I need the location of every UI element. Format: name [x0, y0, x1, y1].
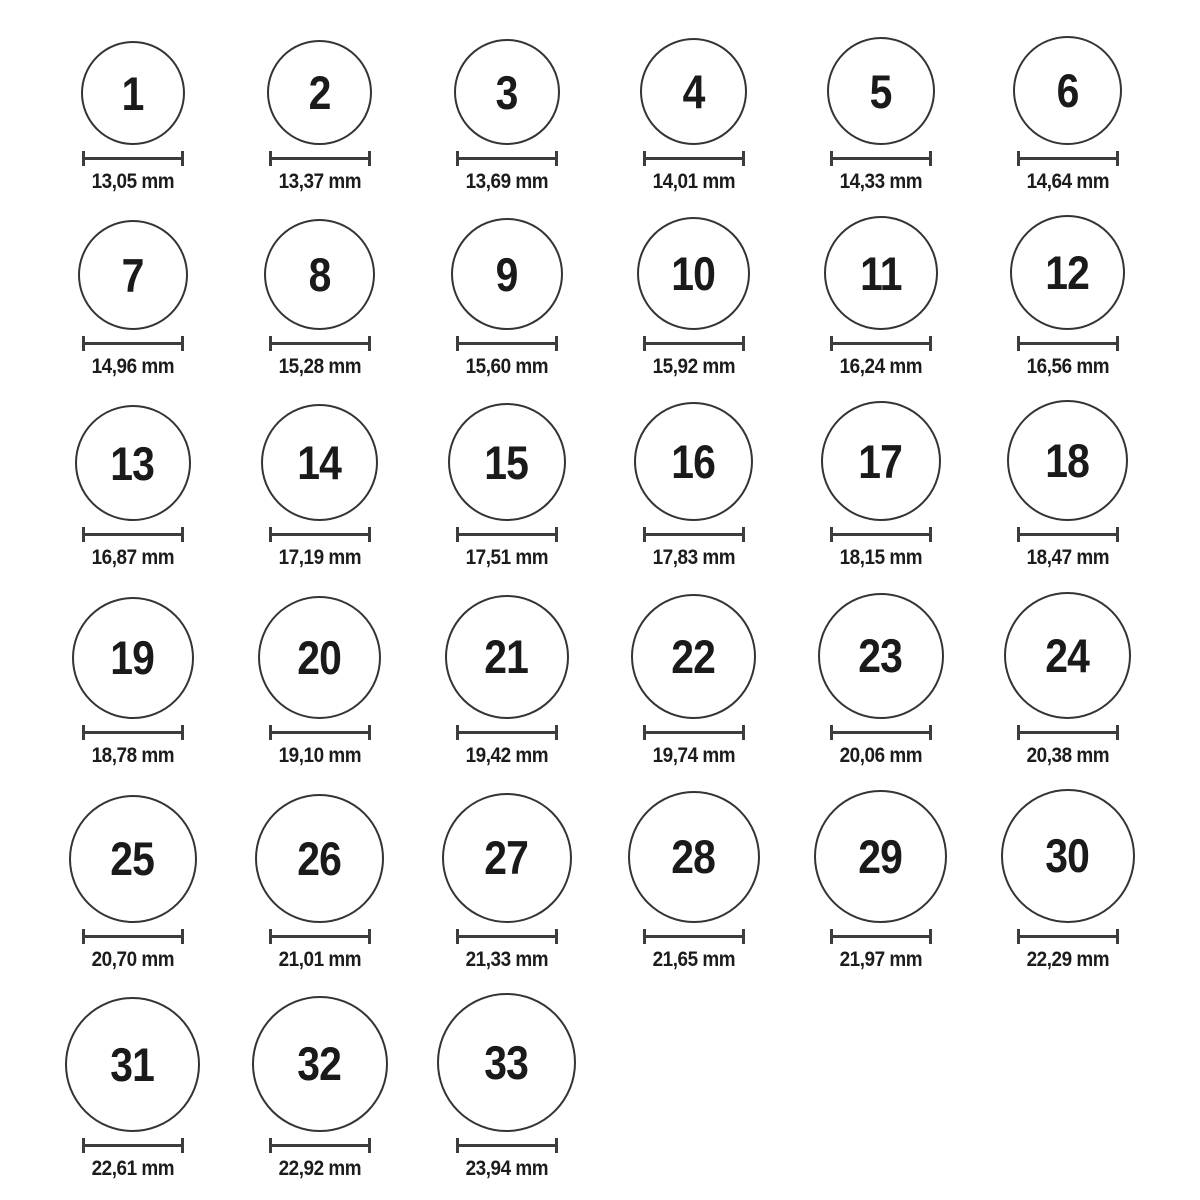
- ring-size-number: 28: [671, 830, 716, 884]
- measure-tick-right: [181, 527, 184, 542]
- ring-circle: [75, 405, 191, 521]
- ring-size-number: 24: [1045, 628, 1090, 682]
- ring-size-cell: [600, 217, 787, 379]
- ring-size-number: 31: [110, 1037, 155, 1091]
- measure-bar: [1020, 731, 1116, 734]
- ring-size-number: 18: [1045, 434, 1090, 488]
- diameter-label: 14,96 mm: [91, 355, 174, 379]
- ring-size-cell: [226, 596, 413, 768]
- ring-size-number: 7: [121, 248, 144, 302]
- diameter-label: 15,92 mm: [652, 355, 735, 379]
- diameter-label: 20,38 mm: [1026, 743, 1109, 767]
- measure-tick-right: [555, 725, 558, 740]
- diameter-label: 20,06 mm: [839, 743, 922, 767]
- measure-bar: [646, 731, 742, 734]
- ring-size-number: 32: [297, 1037, 342, 1091]
- measure-bar: [85, 342, 181, 345]
- measure-bar: [85, 935, 181, 938]
- ring-size-number: 29: [858, 829, 903, 883]
- diameter-label: 18,15 mm: [839, 546, 922, 570]
- ring-size-number: 4: [682, 65, 705, 118]
- measure-bar: [85, 731, 181, 734]
- ring-circle: [258, 596, 381, 719]
- diameter-measure-line: [643, 725, 745, 740]
- ring-size-row: [39, 789, 1161, 972]
- ring-size-cell: [974, 215, 1161, 379]
- diameter-measure-line: [830, 527, 932, 542]
- diameter-measure-line: [456, 929, 558, 944]
- ring-circle: [1001, 789, 1135, 923]
- diameter-measure-line: [456, 151, 558, 166]
- diameter-measure-line: [82, 151, 184, 166]
- ring-circle: [78, 220, 188, 330]
- measure-bar: [833, 157, 929, 160]
- diameter-label: 19,10 mm: [278, 743, 361, 767]
- ring-circle: [824, 216, 938, 330]
- ring-circle: [267, 40, 372, 145]
- diameter-label: 16,56 mm: [1026, 355, 1109, 379]
- measure-bar: [833, 342, 929, 345]
- diameter-label: 21,97 mm: [839, 947, 922, 971]
- measure-bar: [272, 157, 368, 160]
- diameter-measure-line: [643, 527, 745, 542]
- ring-size-number: 13: [110, 436, 155, 490]
- measure-bar: [459, 342, 555, 345]
- diameter-label: 22,61 mm: [91, 1156, 174, 1180]
- ring-size-number: 19: [110, 631, 155, 685]
- ring-size-row: [39, 36, 1161, 194]
- ring-size-cell: [226, 40, 413, 194]
- measure-bar: [459, 157, 555, 160]
- measure-tick-right: [1116, 151, 1119, 166]
- diameter-label: 15,28 mm: [278, 355, 361, 379]
- ring-size-cell: [600, 402, 787, 570]
- diameter-measure-line: [830, 336, 932, 351]
- diameter-label: 18,78 mm: [91, 743, 174, 767]
- ring-size-number: 9: [495, 247, 518, 301]
- measure-tick-right: [368, 151, 371, 166]
- ring-size-cell: [39, 795, 226, 972]
- measure-bar: [1020, 533, 1116, 536]
- measure-bar: [272, 935, 368, 938]
- measure-bar: [1020, 157, 1116, 160]
- measure-tick-right: [929, 527, 932, 542]
- ring-size-cell: [600, 38, 787, 194]
- ring-size-row: [39, 215, 1161, 379]
- ring-size-cell: [413, 218, 600, 379]
- ring-size-cell: [39, 220, 226, 379]
- ring-circle: [69, 795, 197, 923]
- diameter-label: 13,37 mm: [278, 170, 361, 193]
- diameter-measure-line: [269, 725, 371, 740]
- measure-tick-right: [368, 336, 371, 351]
- diameter-label: 22,92 mm: [278, 1156, 361, 1180]
- diameter-measure-line: [456, 1138, 558, 1153]
- measure-bar: [646, 157, 742, 160]
- ring-size-number: 15: [484, 435, 529, 489]
- ring-circle: [81, 41, 185, 145]
- measure-bar: [85, 157, 181, 160]
- ring-circle: [1013, 36, 1122, 145]
- measure-tick-right: [929, 336, 932, 351]
- diameter-measure-line: [82, 725, 184, 740]
- diameter-measure-line: [1017, 725, 1119, 740]
- ring-circle: [814, 790, 947, 923]
- measure-bar: [646, 533, 742, 536]
- ring-size-cell: [787, 216, 974, 379]
- diameter-measure-line: [456, 336, 558, 351]
- diameter-label: 16,24 mm: [839, 355, 922, 379]
- diameter-label: 14,01 mm: [652, 170, 735, 193]
- ring-circle: [628, 791, 760, 923]
- ring-size-cell: [413, 595, 600, 768]
- measure-tick-right: [555, 151, 558, 166]
- diameter-label: 21,01 mm: [278, 947, 361, 971]
- measure-bar: [459, 1144, 555, 1147]
- ring-size-cell: [787, 37, 974, 194]
- measure-bar: [833, 731, 929, 734]
- ring-size-cell: [974, 36, 1161, 194]
- ring-circle: [445, 595, 569, 719]
- ring-size-cell: [226, 794, 413, 972]
- measure-tick-right: [742, 151, 745, 166]
- measure-tick-right: [368, 929, 371, 944]
- ring-size-cell: [413, 39, 600, 194]
- measure-tick-right: [742, 527, 745, 542]
- ring-size-number: 1: [121, 66, 144, 120]
- ring-circle: [1007, 400, 1128, 521]
- measure-bar: [459, 935, 555, 938]
- diameter-measure-line: [269, 929, 371, 944]
- ring-size-cell: [787, 593, 974, 768]
- ring-circle: [821, 401, 941, 521]
- measure-tick-right: [555, 1138, 558, 1153]
- measure-tick-right: [929, 929, 932, 944]
- ring-circle: [631, 594, 756, 719]
- measure-bar: [272, 731, 368, 734]
- ring-size-cell: [974, 400, 1161, 570]
- ring-size-cell: [226, 219, 413, 379]
- ring-circle: [454, 39, 560, 145]
- measure-bar: [833, 935, 929, 938]
- diameter-measure-line: [643, 336, 745, 351]
- ring-size-number: 10: [671, 247, 716, 301]
- diameter-label: 19,74 mm: [652, 743, 735, 767]
- ring-circle: [255, 794, 384, 923]
- ring-size-cell: [413, 993, 600, 1181]
- diameter-measure-line: [456, 725, 558, 740]
- measure-tick-right: [555, 336, 558, 351]
- measure-tick-right: [368, 527, 371, 542]
- diameter-label: 21,33 mm: [465, 947, 548, 971]
- ring-circle: [1004, 592, 1131, 719]
- diameter-label: 20,70 mm: [91, 947, 174, 971]
- ring-size-cell: [600, 791, 787, 972]
- ring-circle: [637, 217, 750, 330]
- measure-bar: [272, 342, 368, 345]
- diameter-measure-line: [82, 1138, 184, 1153]
- ring-circle: [818, 593, 944, 719]
- diameter-measure-line: [643, 151, 745, 166]
- ring-size-number: 11: [859, 246, 902, 300]
- ring-size-row: [39, 400, 1161, 570]
- ring-size-cell: [787, 401, 974, 570]
- ring-size-number: 27: [484, 831, 529, 885]
- ring-circle: [264, 219, 375, 330]
- ring-size-number: 17: [858, 434, 903, 488]
- diameter-label: 15,60 mm: [465, 355, 548, 379]
- measure-tick-right: [742, 336, 745, 351]
- measure-bar: [833, 533, 929, 536]
- measure-bar: [85, 1144, 181, 1147]
- measure-tick-right: [181, 929, 184, 944]
- ring-size-cell: [974, 592, 1161, 768]
- ring-circle: [252, 996, 388, 1132]
- ring-size-cell: [39, 41, 226, 194]
- ring-size-cell: [39, 405, 226, 570]
- diameter-label: 23,94 mm: [465, 1156, 548, 1180]
- measure-tick-right: [181, 336, 184, 351]
- measure-bar: [646, 342, 742, 345]
- measure-bar: [272, 1144, 368, 1147]
- diameter-label: 18,47 mm: [1026, 546, 1109, 570]
- ring-circle: [451, 218, 563, 330]
- diameter-measure-line: [830, 725, 932, 740]
- ring-circle: [448, 403, 566, 521]
- ring-size-number: 26: [297, 831, 342, 885]
- diameter-label: 22,29 mm: [1026, 947, 1109, 971]
- diameter-measure-line: [1017, 151, 1119, 166]
- diameter-measure-line: [456, 527, 558, 542]
- measure-tick-right: [368, 725, 371, 740]
- ring-size-cell: [39, 997, 226, 1181]
- measure-tick-right: [555, 527, 558, 542]
- diameter-label: 17,83 mm: [652, 546, 735, 570]
- diameter-label: 13,69 mm: [465, 170, 548, 193]
- ring-circle: [65, 997, 200, 1132]
- ring-size-cell: [600, 594, 787, 768]
- ring-size-number: 6: [1056, 64, 1079, 117]
- measure-bar: [1020, 935, 1116, 938]
- diameter-measure-line: [643, 929, 745, 944]
- measure-tick-right: [555, 929, 558, 944]
- measure-bar: [459, 731, 555, 734]
- ring-size-number: 23: [858, 629, 903, 683]
- ring-size-number: 5: [869, 64, 892, 118]
- diameter-label: 14,64 mm: [1026, 170, 1109, 193]
- ring-circle: [72, 597, 194, 719]
- diameter-measure-line: [82, 527, 184, 542]
- measure-tick-right: [929, 725, 932, 740]
- measure-tick-right: [1116, 929, 1119, 944]
- ring-size-row: [39, 592, 1161, 768]
- diameter-measure-line: [830, 929, 932, 944]
- diameter-label: 14,33 mm: [839, 170, 922, 193]
- measure-tick-right: [1116, 527, 1119, 542]
- diameter-label: 17,19 mm: [278, 546, 361, 570]
- ring-size-number: 20: [297, 630, 342, 684]
- diameter-measure-line: [82, 929, 184, 944]
- ring-circle: [1010, 215, 1125, 330]
- ring-circle: [261, 404, 378, 521]
- ring-size-number: 30: [1045, 829, 1090, 883]
- measure-tick-right: [368, 1138, 371, 1153]
- ring-size-row: [39, 993, 1161, 1181]
- ring-size-number: 25: [110, 832, 155, 886]
- diameter-measure-line: [269, 151, 371, 166]
- ring-size-number: 8: [308, 248, 331, 302]
- measure-tick-right: [181, 1138, 184, 1153]
- ring-size-cell: [413, 793, 600, 972]
- measure-tick-right: [929, 151, 932, 166]
- ring-size-number: 33: [484, 1035, 529, 1089]
- ring-circle: [827, 37, 935, 145]
- ring-size-number: 22: [671, 629, 716, 683]
- measure-tick-right: [1116, 336, 1119, 351]
- diameter-measure-line: [830, 151, 932, 166]
- diameter-label: 17,51 mm: [465, 546, 548, 570]
- measure-bar: [459, 533, 555, 536]
- ring-size-number: 16: [671, 435, 716, 489]
- diameter-measure-line: [269, 527, 371, 542]
- diameter-label: 19,42 mm: [465, 743, 548, 767]
- ring-size-cell: [787, 790, 974, 972]
- diameter-measure-line: [269, 1138, 371, 1153]
- measure-bar: [85, 533, 181, 536]
- ring-size-cell: [226, 996, 413, 1181]
- ring-circle: [634, 402, 753, 521]
- measure-tick-right: [181, 151, 184, 166]
- ring-size-cell: [39, 597, 226, 768]
- measure-bar: [1020, 342, 1116, 345]
- diameter-measure-line: [1017, 527, 1119, 542]
- ring-size-number: 21: [484, 630, 529, 684]
- ring-size-number: 12: [1045, 246, 1090, 300]
- ring-circle: [437, 993, 576, 1132]
- measure-tick-right: [742, 929, 745, 944]
- ring-size-number: 14: [297, 436, 342, 490]
- diameter-label: 16,87 mm: [91, 546, 174, 570]
- ring-size-cell: [413, 403, 600, 570]
- ring-circle: [640, 38, 747, 145]
- ring-size-number: 3: [495, 65, 518, 119]
- measure-bar: [646, 935, 742, 938]
- ring-size-number: 2: [308, 66, 331, 119]
- diameter-measure-line: [82, 336, 184, 351]
- diameter-measure-line: [269, 336, 371, 351]
- diameter-label: 13,05 mm: [91, 170, 174, 193]
- diameter-measure-line: [1017, 336, 1119, 351]
- diameter-measure-line: [1017, 929, 1119, 944]
- ring-size-cell: [974, 789, 1161, 972]
- measure-bar: [272, 533, 368, 536]
- diameter-label: 21,65 mm: [652, 947, 735, 971]
- measure-tick-right: [181, 725, 184, 740]
- ring-size-cell: [226, 404, 413, 570]
- ring-circle: [442, 793, 572, 923]
- measure-tick-right: [1116, 725, 1119, 740]
- measure-tick-right: [742, 725, 745, 740]
